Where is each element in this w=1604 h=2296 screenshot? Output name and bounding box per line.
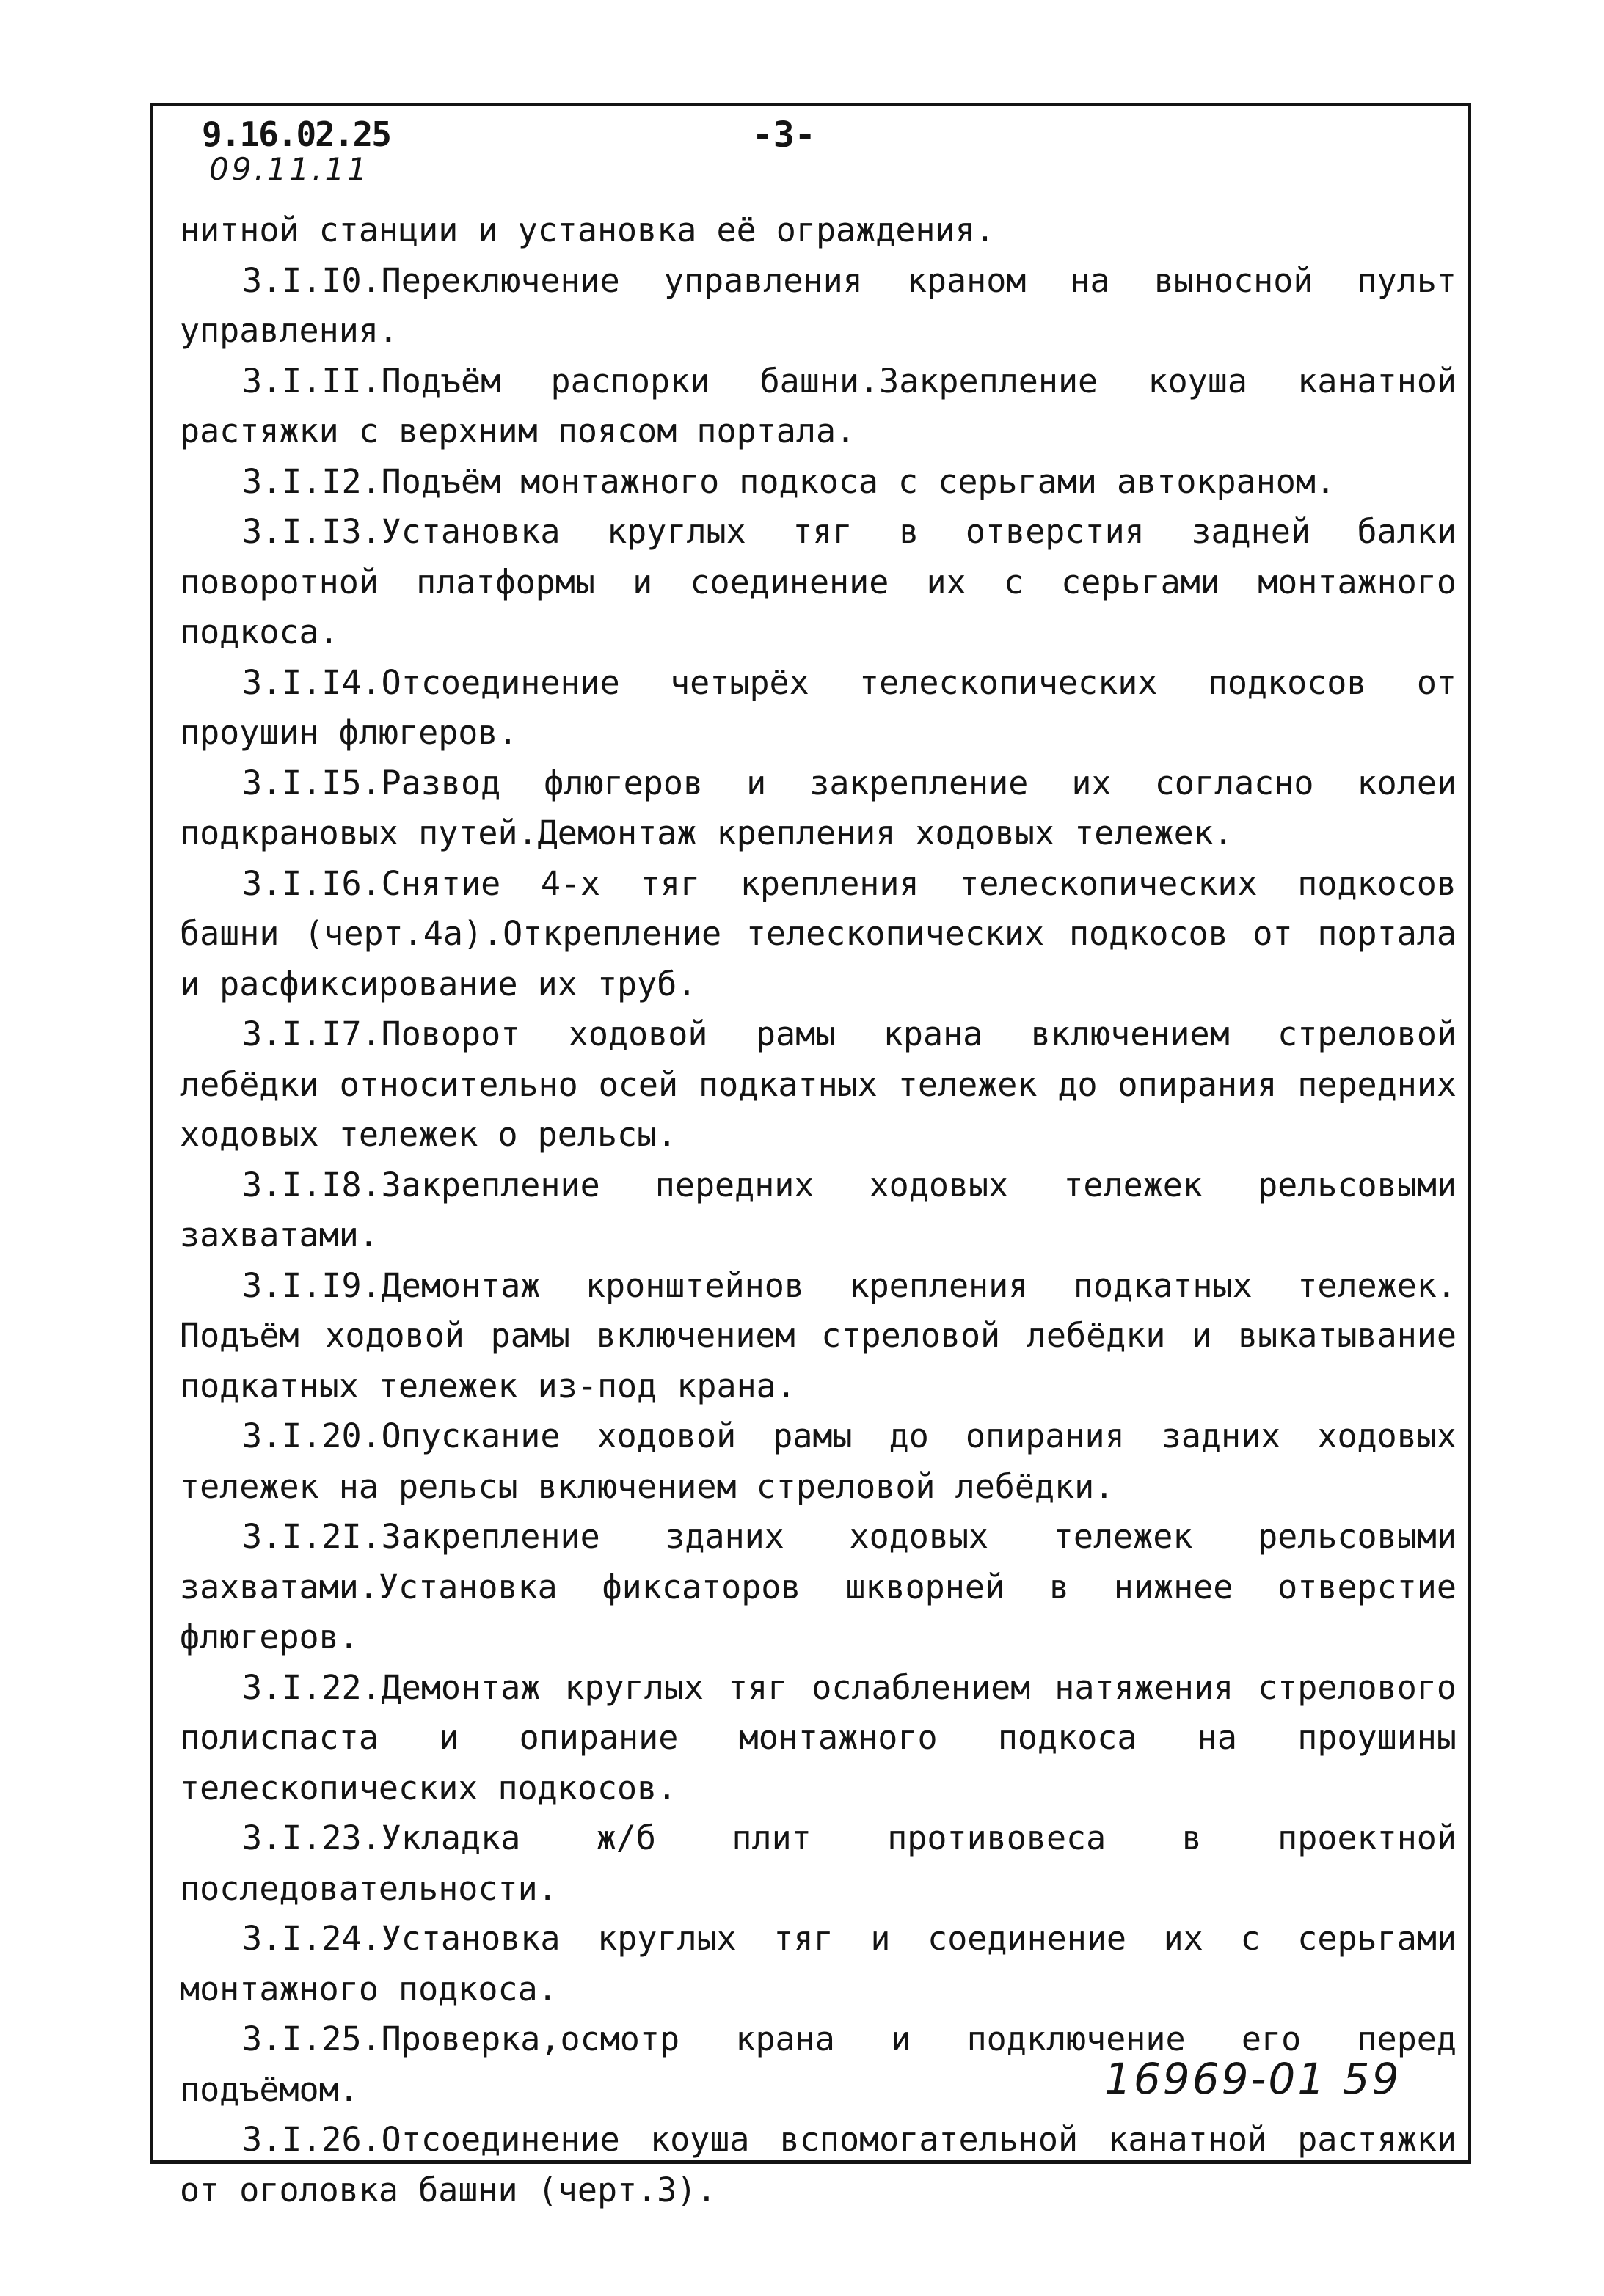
paragraph: 3.I.25.Проверка,осмотр крана и подключение его перед подъёмом. — [180, 2019, 1457, 2109]
paragraph: нитной станции и установка её ограждения. — [180, 211, 995, 249]
paragraph: 3.I.I2.Подъём монтажного подкоса с серьгами автокраном. — [242, 461, 1336, 501]
page-number: -3- — [752, 114, 816, 156]
paragraph: 3.I.26.Отсоединение коуша вспомогательной канатной растяжки от оголовка башни (черт.3). — [180, 2120, 1457, 2209]
paragraph: 3.I.I4.Отсоединение четырёх телескопических подкосов от проушин флюгеров. — [180, 662, 1457, 752]
paragraph: 3.I.II.Подъём распорки башни.Закрепление коуша канатной растяжки с верхним поясом портала. — [180, 361, 1457, 450]
paragraph: 3.I.23.Укладка ж/б плит противовеса в проектной последовательности. — [180, 1818, 1457, 1908]
paragraph: 3.I.22.Демонтаж круглых тяг ослаблением натяжения стрелового полиспаста и опирание монтажного подкоса на проушины телескопических подкосов. — [180, 1667, 1457, 1807]
document-body — [180, 205, 1457, 2215]
sheet-number: 16969-01 59 — [1104, 2054, 1401, 2104]
paragraph: 3.I.2I.Закрепление зданих ходовых тележек рельсовыми захватами.Установка фиксаторов шкворней в нижнее отверстие флюгеров. — [180, 1517, 1457, 1656]
document-date: 09.11.11 — [209, 151, 371, 187]
paragraph: 3.I.I0.Переключение управления краном на выносной пульт управления. — [180, 260, 1457, 350]
paragraph: 3.I.24.Установка круглых тяг и соединение их с серьгами монтажного подкоса. — [180, 1919, 1457, 2008]
paragraph: 3.I.I3.Установка круглых тяг в отверстия задней балки поворотной платформы и соединение их с серьгами монтажного подкоса. — [180, 512, 1457, 651]
paragraph: 3.I.I8.Закрепление передних ходовых тележек рельсовыми захватами. — [180, 1165, 1457, 1254]
paragraph: 3.I.20.Опускание ходовой рамы до опирания задних ходовых тележек на рельсы включением стреловой лебёдки. — [180, 1416, 1457, 1506]
paragraph: 3.I.I7.Поворот ходовой рамы крана включением стреловой лебёдки относительно осей подкатных тележек до опирания передних ходовых тележек о рельсы. — [180, 1014, 1457, 1154]
paragraph: 3.I.I9.Демонтаж кронштейнов крепления подкатных тележек. Подъём ходовой рамы включением стреловой лебёдки и выкатывание подкатных тележек из-под крана. — [180, 1265, 1457, 1405]
paragraph: 3.I.I6.Снятие 4-х тяг крепления телескопических подкосов башни (черт.4а).Открепление телескопических подкосов от портала и расфиксирование их труб. — [180, 863, 1457, 1003]
document-code: 9.16.02.25 — [202, 114, 390, 154]
paragraph: 3.I.I5.Развод флюгеров и закрепление их согласно колеи подкрановых путей.Демонтаж крепления ходовых тележек. — [180, 763, 1457, 852]
